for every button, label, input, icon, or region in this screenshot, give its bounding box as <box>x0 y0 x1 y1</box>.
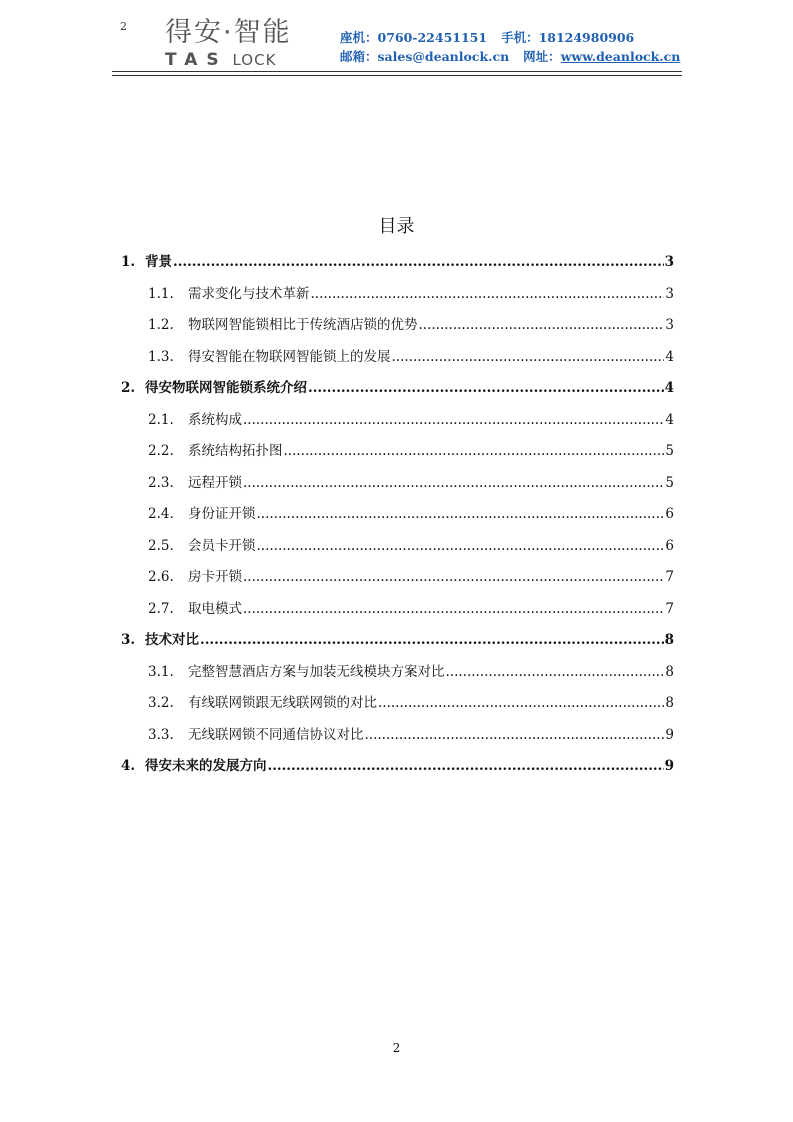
email-address: 邮箱：sales@deanlock.cn <box>340 49 510 64</box>
toc-entry[interactable] <box>121 594 674 626</box>
toc-entry-page: 3 <box>665 317 674 333</box>
toc-entry-page: 5 <box>665 443 674 459</box>
toc-entry[interactable] <box>121 279 674 311</box>
toc-entry-page: 8 <box>665 663 674 680</box>
toc-entry-number: 1.1. <box>148 285 174 302</box>
toc-entry[interactable] <box>121 657 674 689</box>
toc-entry-page: 4 <box>664 380 674 396</box>
toc-leader-dots <box>173 247 664 279</box>
toc-leader-dots <box>243 562 664 594</box>
toc-entry[interactable] <box>121 499 674 531</box>
toc-entry-number: 2.5. <box>148 537 174 554</box>
logo-suffix: LOCK <box>232 51 277 69</box>
toc-leader-dots <box>378 688 664 720</box>
toc-entry-title: 系统结构拓扑图 <box>188 443 283 459</box>
toc-entry-title: 背景 <box>145 254 172 270</box>
toc-entry-number: 2.7. <box>148 600 174 617</box>
logo-brand: TAS <box>165 50 228 70</box>
toc-entry-page: 6 <box>665 537 674 554</box>
toc-leader-dots <box>257 499 665 531</box>
toc-entry-number: 1.2. <box>148 317 174 333</box>
logo-chinese-name: 得安·智能 <box>165 17 292 48</box>
toc-leader-dots <box>257 531 665 563</box>
company-logo <box>165 18 325 70</box>
toc-entry-number: 3.3. <box>148 726 174 743</box>
toc-leader-dots <box>243 405 664 437</box>
toc-entry-number: 2. <box>121 380 136 396</box>
toc-entry[interactable] <box>121 625 674 657</box>
toc-entry-page: 3 <box>664 254 674 270</box>
website-label: 网址： <box>523 49 561 64</box>
toc-entry-title: 身份证开锁 <box>188 506 256 522</box>
toc-entry-page: 8 <box>665 695 674 711</box>
toc-entry[interactable] <box>121 720 674 752</box>
toc-entry-title: 系统构成 <box>188 411 242 428</box>
toc-entry-title: 有线联网锁跟无线联网锁的对比 <box>188 695 377 711</box>
toc-leader-dots <box>243 468 664 500</box>
table-of-contents <box>121 247 674 783</box>
mobile-phone: 手机：18124980906 <box>501 30 635 45</box>
toc-entry-number: 2.3. <box>148 474 174 491</box>
contact-info <box>340 28 680 66</box>
header-divider-thick <box>112 71 682 72</box>
toc-entry-title: 远程开锁 <box>188 474 242 491</box>
toc-entry[interactable] <box>121 751 674 783</box>
toc-entry[interactable] <box>121 405 674 437</box>
logo-english-name <box>165 50 325 70</box>
toc-entry-number: 2.6. <box>148 569 174 585</box>
toc-entry-number: 3.1. <box>148 663 174 680</box>
toc-entry-page: 4 <box>665 348 674 365</box>
toc-entry-page: 6 <box>665 506 674 522</box>
toc-title: 目录 <box>378 216 415 237</box>
toc-entry-page: 9 <box>664 758 674 774</box>
toc-entry-number: 1.3. <box>148 348 174 365</box>
toc-entry[interactable] <box>121 688 674 720</box>
toc-entry-title: 得安物联网智能锁系统介绍 <box>145 380 307 396</box>
toc-entry-title: 得安未来的发展方向 <box>145 758 267 774</box>
contact-line-web <box>340 47 680 66</box>
toc-entry-number: 2.4. <box>148 506 174 522</box>
toc-leader-dots <box>308 373 664 405</box>
header-page-number: 2 <box>120 20 127 33</box>
toc-entry[interactable] <box>121 562 674 594</box>
toc-leader-dots <box>268 751 664 783</box>
toc-leader-dots <box>446 657 665 689</box>
toc-entry-number: 3.2. <box>148 695 174 711</box>
toc-leader-dots <box>365 720 665 752</box>
website-link[interactable]: www.deanlock.cn <box>560 49 681 64</box>
toc-entry-title: 无线联网锁不同通信协议对比 <box>188 726 364 743</box>
toc-entry-title: 技术对比 <box>145 632 199 648</box>
toc-entry-title: 需求变化与技术革新 <box>188 285 310 302</box>
toc-entry-number: 2.2. <box>148 443 174 459</box>
toc-entry-page: 4 <box>665 411 674 428</box>
toc-entry-title: 完整智慧酒店方案与加装无线模块方案对比 <box>188 663 445 680</box>
toc-entry[interactable] <box>121 373 674 405</box>
toc-entry-page: 8 <box>664 632 674 648</box>
footer-page-number: 2 <box>392 1041 401 1055</box>
toc-entry-page: 7 <box>665 569 674 585</box>
toc-entry[interactable] <box>121 531 674 563</box>
toc-leader-dots <box>200 625 664 657</box>
toc-entry[interactable] <box>121 310 674 342</box>
toc-entry-page: 5 <box>665 474 674 491</box>
toc-entry-number: 2.1. <box>148 411 174 428</box>
toc-entry-number: 3. <box>121 632 136 648</box>
toc-entry-number: 4. <box>121 758 136 774</box>
toc-entry[interactable] <box>121 342 674 374</box>
toc-entry-title: 会员卡开锁 <box>188 537 256 554</box>
toc-leader-dots <box>311 279 665 311</box>
toc-entry[interactable] <box>121 468 674 500</box>
toc-entry-number: 1. <box>121 254 136 270</box>
toc-entry[interactable] <box>121 436 674 468</box>
toc-leader-dots <box>243 594 664 626</box>
landline-phone: 座机：0760-22451151 <box>340 30 488 45</box>
toc-leader-dots <box>284 436 665 468</box>
toc-entry-title: 得安智能在物联网智能锁上的发展 <box>188 348 391 365</box>
toc-leader-dots <box>392 342 665 374</box>
header-divider-thin <box>112 75 682 76</box>
toc-entry-page: 3 <box>665 285 674 302</box>
toc-entry-page: 7 <box>665 600 674 617</box>
toc-entry[interactable] <box>121 247 674 279</box>
toc-entry-title: 房卡开锁 <box>188 569 242 585</box>
contact-line-phones <box>340 28 680 47</box>
toc-entry-title: 物联网智能锁相比于传统酒店锁的优势 <box>188 317 418 333</box>
toc-leader-dots <box>419 310 665 342</box>
toc-entry-page: 9 <box>665 726 674 743</box>
toc-entry-title: 取电模式 <box>188 600 242 617</box>
